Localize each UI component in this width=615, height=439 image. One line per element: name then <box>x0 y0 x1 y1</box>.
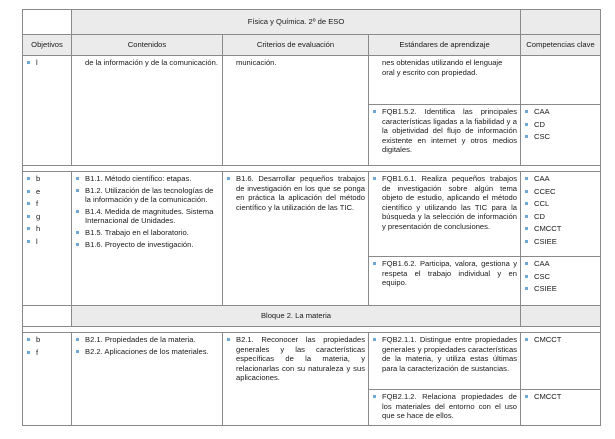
contenidos-text: de la información y de la comunicación. <box>85 58 218 67</box>
criterios-cell <box>223 172 369 306</box>
competencia-item: CCEC <box>524 187 597 197</box>
competencias-cell <box>521 105 601 166</box>
list-item: f <box>26 199 68 209</box>
competencia-item: CMCCT <box>524 335 597 345</box>
competencia-item: CAA <box>524 107 597 117</box>
estandar-cell <box>369 390 521 426</box>
competencias-cell <box>521 56 601 105</box>
competencia-item: CAA <box>524 174 597 184</box>
estandar-item: FQB2.1.1. Distingue entre propiedades generales y propiedades características de la materia, y utiliza estas últimas para la caracterización de sustancias. <box>372 335 517 373</box>
header-competencias: Competencias clave <box>521 35 601 56</box>
contenido-item: B1.5. Trabajo en el laboratorio. <box>75 228 219 238</box>
competencia-item: CMCCT <box>524 392 597 402</box>
block-title: Bloque 2. La materia <box>72 306 521 327</box>
contenidos-cell <box>72 172 223 306</box>
competencia-item: CAA <box>524 259 597 269</box>
block-header-row <box>23 306 601 327</box>
table-row <box>23 56 601 105</box>
estandar-cell <box>369 257 521 306</box>
estandar-item: FQB1.6.1. Realiza pequeños trabajos de investigación sobre algún tema objeto de estudio, aplicando el método científico y utilizando las TIC para la búsqueda y la selección de información y presentación de conclusiones. <box>372 174 517 232</box>
contenido-item: B1.1. Método científico: etapas. <box>75 174 219 184</box>
competencia-item: CMCCT <box>524 224 597 234</box>
title-spacer-right <box>521 10 601 35</box>
contenido-item: B1.6. Proyecto de investigación. <box>75 240 219 250</box>
objetivos-cell <box>23 172 72 306</box>
criterios-cell <box>223 56 369 166</box>
table-title: Física y Química. 2º de ESO <box>72 10 521 35</box>
objetivos-cell <box>23 333 72 426</box>
table-row <box>23 172 601 257</box>
table-row <box>23 333 601 390</box>
criterio-item: B2.1. Reconocer las propiedades generales y las características específicas de la materia, y relacionarlas con su naturaleza y sus aplicaciones. <box>226 335 365 383</box>
list-item: e <box>26 187 68 197</box>
competencia-item: CD <box>524 212 597 222</box>
header-objetivos: Objetivos <box>23 35 72 56</box>
list-item: l <box>26 58 68 68</box>
curriculum-table <box>22 9 601 426</box>
title-spacer <box>23 10 72 35</box>
estandar-text: nes obtenidas utilizando el lenguaje oral y escrito con propiedad. <box>382 58 503 77</box>
competencia-item: CCL <box>524 199 597 209</box>
competencia-item: CSIEE <box>524 284 597 294</box>
estandar-cell <box>369 105 521 166</box>
list-item: b <box>26 174 68 184</box>
competencia-item: CSIEE <box>524 237 597 247</box>
competencias-cell <box>521 390 601 426</box>
header-contenidos: Contenidos <box>72 35 223 56</box>
title-row <box>23 10 601 35</box>
contenido-item: B1.2. Utilización de las tecnologías de la información y de la comunicación. <box>75 186 219 205</box>
contenido-item: B1.4. Medida de magnitudes. Sistema Internacional de Unidades. <box>75 207 219 226</box>
competencias-cell <box>521 333 601 390</box>
list-item: g <box>26 212 68 222</box>
header-estandares: Estándares de aprendizaje <box>369 35 521 56</box>
competencia-item: CSC <box>524 132 597 142</box>
header-criterios: Criterios de evaluación <box>223 35 369 56</box>
list-item: h <box>26 224 68 234</box>
estandar-item: FQB2.1.2. Relaciona propiedades de los materiales del entorno con el uso que se hace de ellos. <box>372 392 517 421</box>
criterio-item: B1.6. Desarrollar pequeños trabajos de investigación en los que se ponga en práctica la aplicación del método científico y la utilización de las TIC. <box>226 174 365 212</box>
competencias-cell <box>521 172 601 257</box>
competencia-item: CD <box>524 120 597 130</box>
column-header-row <box>23 35 601 56</box>
contenidos-cell <box>72 333 223 426</box>
estandar-cell <box>369 333 521 390</box>
list-item: f <box>26 348 68 358</box>
estandar-cell <box>369 172 521 257</box>
contenido-item: B2.2. Aplicaciones de los materiales. <box>75 347 219 357</box>
estandar-item: FQB1.5.2. Identifica las principales características ligadas a la fiabilidad y a la objetividad del flujo de información existente en internet y otros medios digitales. <box>372 107 517 155</box>
list-item: b <box>26 335 68 345</box>
estandar-item: FQB1.6.2. Participa, valora, gestiona y respeta el trabajo individual y en equipo. <box>372 259 517 288</box>
competencia-item: CSC <box>524 272 597 282</box>
block-spacer <box>23 306 72 327</box>
block-spacer-right <box>521 306 601 327</box>
criterios-text: municación. <box>236 58 277 67</box>
contenido-item: B2.1. Propiedades de la materia. <box>75 335 219 345</box>
objetivos-cell <box>23 56 72 166</box>
contenidos-cell <box>72 56 223 166</box>
curriculum-document <box>22 9 601 426</box>
criterios-cell <box>223 333 369 426</box>
competencias-cell <box>521 257 601 306</box>
estandar-cell <box>369 56 521 105</box>
list-item: l <box>26 237 68 247</box>
